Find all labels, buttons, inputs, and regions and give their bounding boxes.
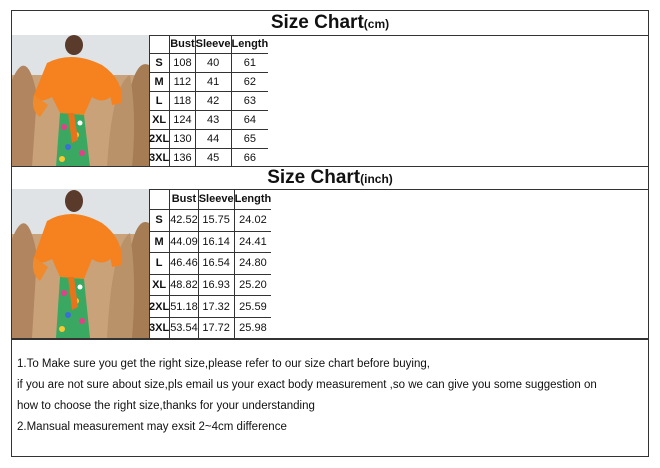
length-value: 61 xyxy=(231,53,268,72)
table-row xyxy=(149,91,268,110)
length-value: 64 xyxy=(231,111,268,130)
header-bust: Bust xyxy=(170,35,195,53)
header-sleeve: Sleeve xyxy=(195,35,231,53)
table-row xyxy=(149,231,271,253)
size-label: 2XL xyxy=(149,296,170,318)
length-value: 66 xyxy=(231,149,268,167)
size-label: S xyxy=(149,210,170,232)
size-label: 2XL xyxy=(149,130,170,149)
product-photo xyxy=(12,35,150,166)
size-chart-title-cm xyxy=(12,11,648,36)
table-row xyxy=(149,253,271,275)
table-row xyxy=(149,210,271,232)
model-photo-illustration xyxy=(12,189,149,338)
header-size xyxy=(149,35,170,53)
bust-value: 48.82 xyxy=(170,274,199,296)
table-row xyxy=(149,274,271,296)
size-label: 3XL xyxy=(149,149,170,167)
size-label: M xyxy=(149,231,170,253)
size-chart-title-inch xyxy=(12,167,648,190)
size-label: M xyxy=(149,72,170,91)
size-label: XL xyxy=(149,111,170,130)
sleeve-value: 15.75 xyxy=(198,210,234,232)
length-value: 63 xyxy=(231,91,268,110)
length-value: 62 xyxy=(231,72,268,91)
table-row xyxy=(149,317,271,338)
table-header-row xyxy=(149,35,268,53)
table-row xyxy=(149,130,268,149)
table-row xyxy=(149,72,268,91)
size-label: XL xyxy=(149,274,170,296)
length-value: 24.02 xyxy=(234,210,271,232)
table-row xyxy=(149,296,271,318)
note-line: 1.To Make sure you get the right size,please refer to our size chart before buying, xyxy=(17,358,430,370)
size-table-inch xyxy=(149,189,271,338)
size-label: L xyxy=(149,91,170,110)
length-value: 25.98 xyxy=(234,317,271,338)
length-value: 65 xyxy=(231,130,268,149)
size-chart-unit: (cm) xyxy=(363,17,390,31)
length-value: 24.80 xyxy=(234,253,271,275)
length-value: 25.59 xyxy=(234,296,271,318)
size-chart-title-text: Size Chart xyxy=(267,167,361,188)
model-photo-illustration xyxy=(12,35,149,166)
sleeve-value: 16.93 xyxy=(198,274,234,296)
product-photo xyxy=(12,189,150,338)
size-chart-cm xyxy=(11,10,649,167)
sleeve-value: 16.54 xyxy=(198,253,234,275)
size-label: 3XL xyxy=(149,317,170,338)
sleeve-value: 17.72 xyxy=(198,317,234,338)
note-line: 2.Mansual measurement may exsit 2~4cm difference xyxy=(17,421,287,433)
sleeve-value: 16.14 xyxy=(198,231,234,253)
note-line: how to choose the right size,thanks for your understanding xyxy=(17,400,315,412)
bust-value: 108 xyxy=(170,53,195,72)
sleeve-value: 40 xyxy=(195,53,231,72)
bust-value: 124 xyxy=(170,111,195,130)
header-size xyxy=(149,189,170,210)
table-row xyxy=(149,53,268,72)
bust-value: 112 xyxy=(170,72,195,91)
bust-value: 42.52 xyxy=(170,210,199,232)
size-chart-title-text: Size Chart xyxy=(270,12,364,33)
bust-value: 44.09 xyxy=(170,231,199,253)
sleeve-value: 43 xyxy=(195,111,231,130)
size-label: L xyxy=(149,253,170,275)
sleeve-value: 17.32 xyxy=(198,296,234,318)
header-length: Length xyxy=(231,35,268,53)
bust-value: 130 xyxy=(170,130,195,149)
size-notes xyxy=(11,339,649,457)
bust-value: 51.18 xyxy=(170,296,199,318)
table-row xyxy=(149,111,268,130)
size-table-cm xyxy=(149,35,268,167)
length-value: 24.41 xyxy=(234,231,271,253)
bust-value: 53.54 xyxy=(170,317,199,338)
size-chart-inch xyxy=(11,167,649,339)
sleeve-value: 45 xyxy=(195,149,231,167)
header-bust: Bust xyxy=(170,189,199,210)
sleeve-value: 44 xyxy=(195,130,231,149)
length-value: 25.20 xyxy=(234,274,271,296)
size-chart-unit: (inch) xyxy=(360,172,393,186)
table-header-row xyxy=(149,189,271,210)
bust-value: 136 xyxy=(170,149,195,167)
header-sleeve: Sleeve xyxy=(198,189,234,210)
table-row xyxy=(149,149,268,167)
sleeve-value: 42 xyxy=(195,91,231,110)
header-length: Length xyxy=(234,189,271,210)
size-label: S xyxy=(149,53,170,72)
sleeve-value: 41 xyxy=(195,72,231,91)
bust-value: 46.46 xyxy=(170,253,199,275)
bust-value: 118 xyxy=(170,91,195,110)
note-line: if you are not sure about size,pls email us your exact body measurement ,so we can give you some suggestion on xyxy=(17,379,597,391)
